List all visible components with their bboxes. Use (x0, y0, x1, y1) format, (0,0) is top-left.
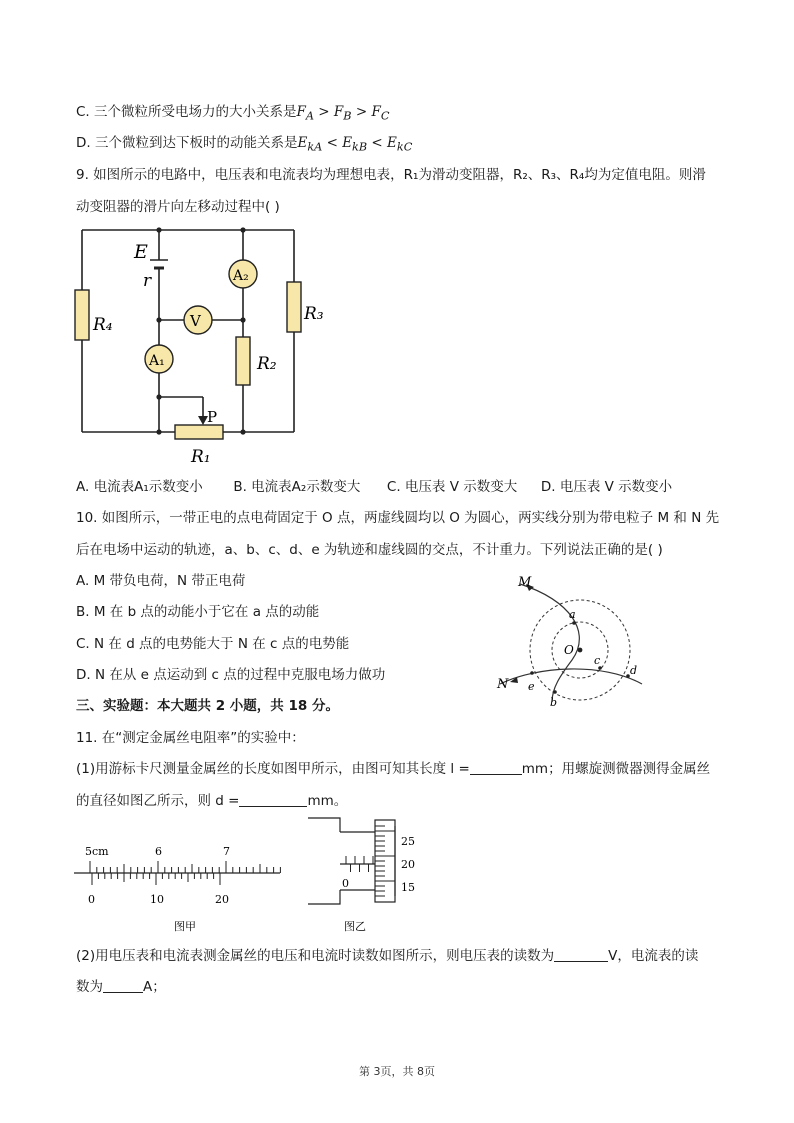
label-r: r (143, 271, 152, 291)
q10-stem-line2: 后在电场中运动的轨迹，a、b、c、d、e 为轨迹和虚线圆的交点，不计重力。下列说法正确的是( ) (76, 542, 663, 558)
answer-blank-current (103, 978, 143, 993)
q11-part2-line2: 数为 A； (76, 979, 166, 995)
thimble-label-25: 25 (401, 835, 415, 848)
q8-option-c-expr: $F_A > F_B > F_C$ (296, 104, 390, 123)
answer-blank-voltage (554, 947, 608, 962)
label-v: V (190, 312, 201, 330)
main-scale-label-5cm: 5cm (85, 845, 109, 858)
q8-option-d-expr: $E_{kA} < E_{kB} < E_{kC}$ (297, 135, 413, 154)
vernier-label-0: 0 (88, 893, 95, 906)
q10-option-b: B. M 在 b 点的动能小于它在 a 点的动能 (76, 604, 320, 620)
label-a2: A₂ (233, 268, 249, 284)
vernier-label-10: 10 (150, 893, 164, 906)
label-a1: A₁ (149, 353, 165, 369)
label-b: b (550, 696, 558, 709)
section-heading: 三、实验题：本大题共 2 小题，共 18 分。 (76, 698, 339, 714)
q9-option-b: B. 电流表A₂示数变大 (233, 479, 361, 495)
label-c: c (594, 654, 601, 667)
label-o: O (564, 643, 574, 657)
q11-intro: 11. 在“测定金属丝电阻率”的实验中： (76, 730, 305, 746)
label-d: d (630, 664, 638, 677)
q9-option-a: A. 电流表A₁示数变小 (76, 479, 203, 495)
q9-option-d: D. 电压表 V 示数变小 (540, 479, 673, 495)
q9-circuit-diagram (70, 222, 324, 472)
label-a: a (569, 608, 576, 621)
page-footer: 第 3页，共 8页 (359, 1065, 435, 1078)
label-n: N (497, 677, 509, 692)
label-r2: R₂ (257, 354, 277, 374)
q10-option-c: C. N 在 d 点的电势能大于 N 在 c 点的电势能 (76, 636, 350, 652)
q9-options (76, 477, 672, 497)
q11-part1-line2: 的直径如图乙所示，则 d = mm。 (76, 793, 348, 809)
q8-option-c: C. 三个微粒所受电场力的大小关系是$F_A > F_B > F_C$ (76, 104, 390, 123)
answer-blank-length (470, 760, 522, 775)
q10-option-d: D. N 在从 e 点运动到 c 点的过程中克服电场力做功 (76, 667, 386, 683)
q9-option-c: C. 电压表 V 示数变大 (386, 479, 518, 495)
thimble-label-20: 20 (401, 858, 415, 871)
q10-field-diagram (492, 570, 652, 712)
q8-option-d: D. 三个微粒到达下板时的动能关系是$E_{kA} < E_{kB} < E_{kC}$ (76, 135, 413, 154)
main-scale-label-7: 7 (223, 845, 230, 858)
label-e: E (134, 241, 148, 263)
caption-yi: 图乙 (344, 920, 366, 933)
main-scale-label-6: 6 (155, 845, 162, 858)
label-r3: R₃ (304, 304, 324, 324)
micrometer-figure (300, 812, 440, 934)
label-p: P (207, 408, 218, 426)
caption-jia: 图甲 (174, 920, 196, 933)
thimble-label-15: 15 (401, 881, 415, 894)
q10-option-a: A. M 带负电荷，N 带正电荷 (76, 573, 246, 589)
q9-stem-line1: 9. 如图所示的电路中，电压表和电流表均为理想电表，R₁为滑动变阻器，R₂、R₃、R₄均为定值电阻。则滑 (76, 167, 706, 183)
q9-stem-line2: 动变阻器的滑片向左移动过程中( ) (76, 199, 280, 215)
q10-stem-line1: 10. 如图所示，一带正电的点电荷固定于 O 点，两虚线圆均以 O 为圆心，两实线分别为带电粒子 M 和 N 先 (76, 510, 720, 526)
vernier-caliper-figure (70, 835, 290, 935)
sleeve-label-0: 0 (342, 877, 349, 890)
label-r1: R₁ (191, 447, 211, 467)
label-r4: R₄ (93, 315, 113, 335)
vernier-label-20: 20 (215, 893, 229, 906)
label-m: M (518, 575, 532, 590)
q11-part1-line1: (1)用游标卡尺测量金属丝的长度如图甲所示，由图可知其长度 l = mm；用螺旋测微器测得金属丝 (76, 761, 711, 777)
answer-blank-diameter (239, 792, 307, 807)
label-e: e (528, 680, 535, 693)
q11-part2-line1: (2)用电压表和电流表测金属丝的电压和电流时读数如图所示，则电压表的读数为 V，电流表的读 (76, 948, 699, 964)
